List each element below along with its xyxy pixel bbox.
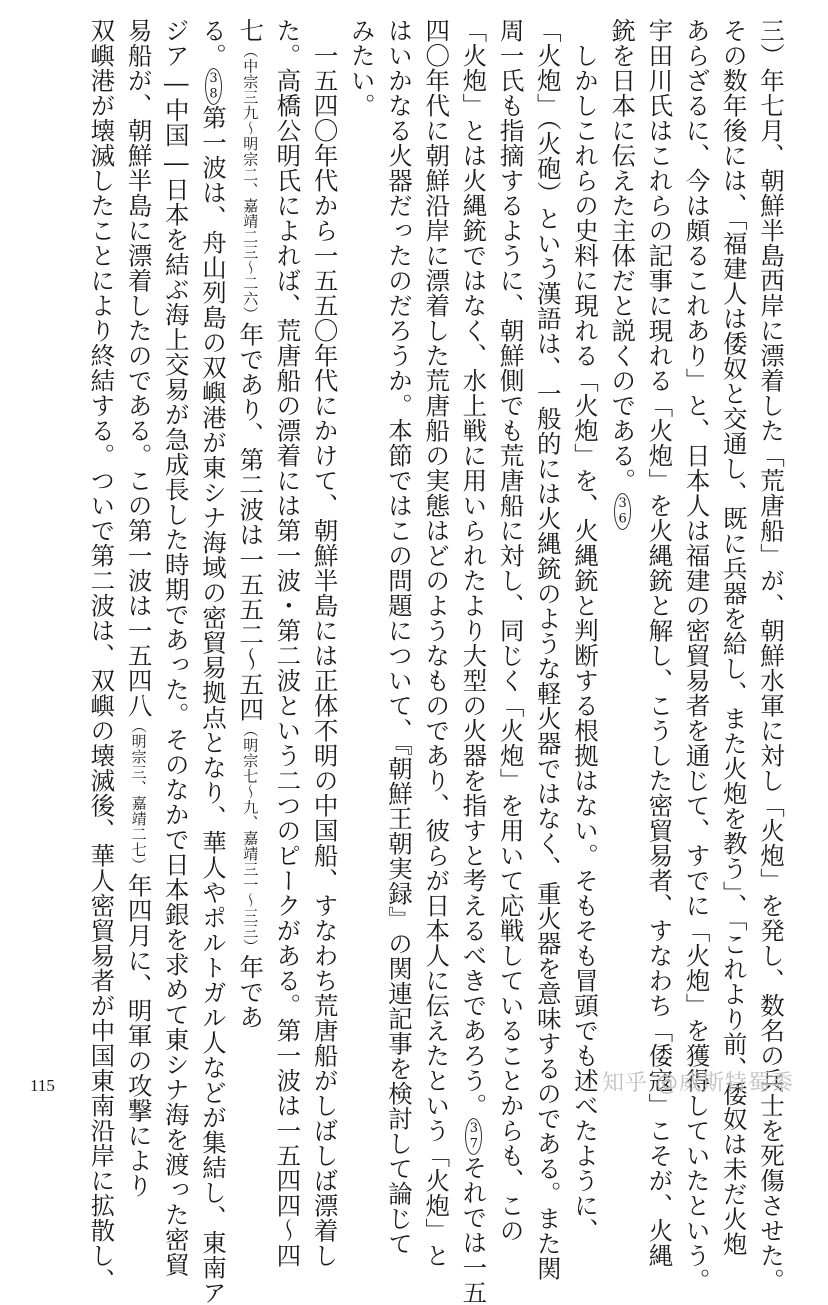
column-text: 年であ	[236, 954, 266, 1030]
text-column	[383, 18, 416, 1256]
column-text: 三）年七月、朝鮮半島西岸に漂着した「荒唐船」が、朝鮮水軍に対し「火炮」を発し、数名の兵士を死傷させた。	[757, 18, 786, 1293]
text-column	[234, 18, 267, 1080]
inline-annotation: （中宗三九〜明宗二、嘉靖二三〜二六）	[241, 43, 260, 322]
column-text: 第一波は、舟山列島の双嶼港が東シナ海域の密貿易拠点となり、華人やポルトガル人などが集結し、東南ア	[199, 105, 228, 1305]
column-text: 周一氏も指摘するように、朝鮮側でも荒唐船に対し、同じく「火炮」を用いて応戦していることからも、この	[496, 18, 526, 1243]
column-text: それでは一五	[459, 1155, 489, 1305]
column-text: ジア―中国―日本を結ぶ海上交易が急成長した時期であった。そのなかで日本銀を求めて東シナ海を渡った密貿	[161, 18, 191, 1277]
text-column	[123, 18, 156, 1198]
text-column	[569, 18, 602, 1243]
footnote-marker: 37	[465, 1118, 482, 1155]
footnote-marker: 38	[205, 68, 222, 105]
text-column	[420, 18, 453, 1268]
footnote-marker: 36	[614, 493, 631, 530]
column-text: る。	[199, 18, 228, 68]
inline-annotation: （明宗七〜九、嘉靖三一〜三三）	[241, 722, 260, 955]
column-text: 年四月に、明軍の攻撃により	[124, 873, 154, 1198]
text-column	[457, 18, 490, 1305]
column-text: あらざるに、今は頗るこれあり」と、日本人は福建の密貿易者を通じて、すでに「火炮」を獲得していたという。	[682, 18, 712, 1293]
column-text: しかしこれらの史料に現れる「火炮」を、火縄銃と判断する根拠はない。そもそも冒頭でも述べたように、	[571, 18, 600, 1243]
column-text: 年であり、第二波は一五五二〜五四	[236, 322, 266, 722]
text-column	[755, 18, 788, 1293]
column-text: 銃を日本に伝えた主体だと説くのである。	[608, 18, 638, 493]
text-column	[271, 18, 304, 1268]
column-text: 一五四〇年代から一五五〇年代にかけて、朝鮮半島には正体不明の中国船、すなわち荒唐船がしばしば漂着し	[310, 18, 340, 1268]
text-column	[532, 18, 565, 1281]
page-number: 115	[30, 1076, 55, 1095]
column-text: 七	[236, 18, 266, 43]
text-column	[160, 18, 193, 1277]
column-text: 「火炮」（火砲）という漢語は、一般的には火縄銃のような軽火器ではなく、重火器を意味するのである。また関	[533, 18, 563, 1281]
column-text: 宇田川氏はこれらの記事に現れる「火炮」を火縄銃と解し、こうした密貿易者、すなわち「倭寇」こそが、火縄	[645, 18, 675, 1268]
column-text: 双嶼港が壊滅したことにより終結する。ついで第二波は、双嶼の壊滅後、華人密貿易者が中国東南沿岸に拡散し、	[87, 18, 117, 1293]
column-text: 易船が、朝鮮半島に漂着したのである。この第一波は一五四八	[124, 18, 154, 718]
column-text: 「火炮」とは火縄銃ではなく、水上戦に用いられたより大型の火器を指すと考えるべきであろう。	[459, 18, 489, 1118]
column-text: みたい。	[347, 18, 377, 118]
watermark: 知乎 @威斯特蜀黍	[602, 1071, 794, 1096]
text-column	[643, 18, 676, 1268]
text-column	[309, 18, 342, 1268]
column-text: 四〇年代に朝鮮沿岸に漂着した荒唐船の実態はどのようなものであり、彼らが日本人に伝えたという「火炮」と	[422, 18, 452, 1268]
column-text: その数年後には、「福建人は倭奴と交通し、既に兵器を給し、また火炮を教う」、「これより前、倭奴は未だ火炮	[719, 18, 749, 1257]
column-text: はいかなる火器だったのだろうか。本節ではこの問題について、『朝鮮王朝実録』の関連記事を検討して論じて	[385, 18, 414, 1256]
inline-annotation: （明宗三、嘉靖二七）	[129, 718, 148, 873]
text-column	[197, 18, 230, 1305]
text-column	[346, 18, 379, 1080]
text-column	[85, 18, 118, 1293]
column-text: た。高橋公明氏によれば、荒唐船の漂着には第一波・第二波という二つのピークがある。第一波は一五四四〜四	[273, 18, 303, 1268]
text-column	[606, 18, 639, 1080]
text-column	[681, 18, 714, 1293]
text-column	[718, 18, 751, 1257]
text-column	[495, 18, 528, 1243]
